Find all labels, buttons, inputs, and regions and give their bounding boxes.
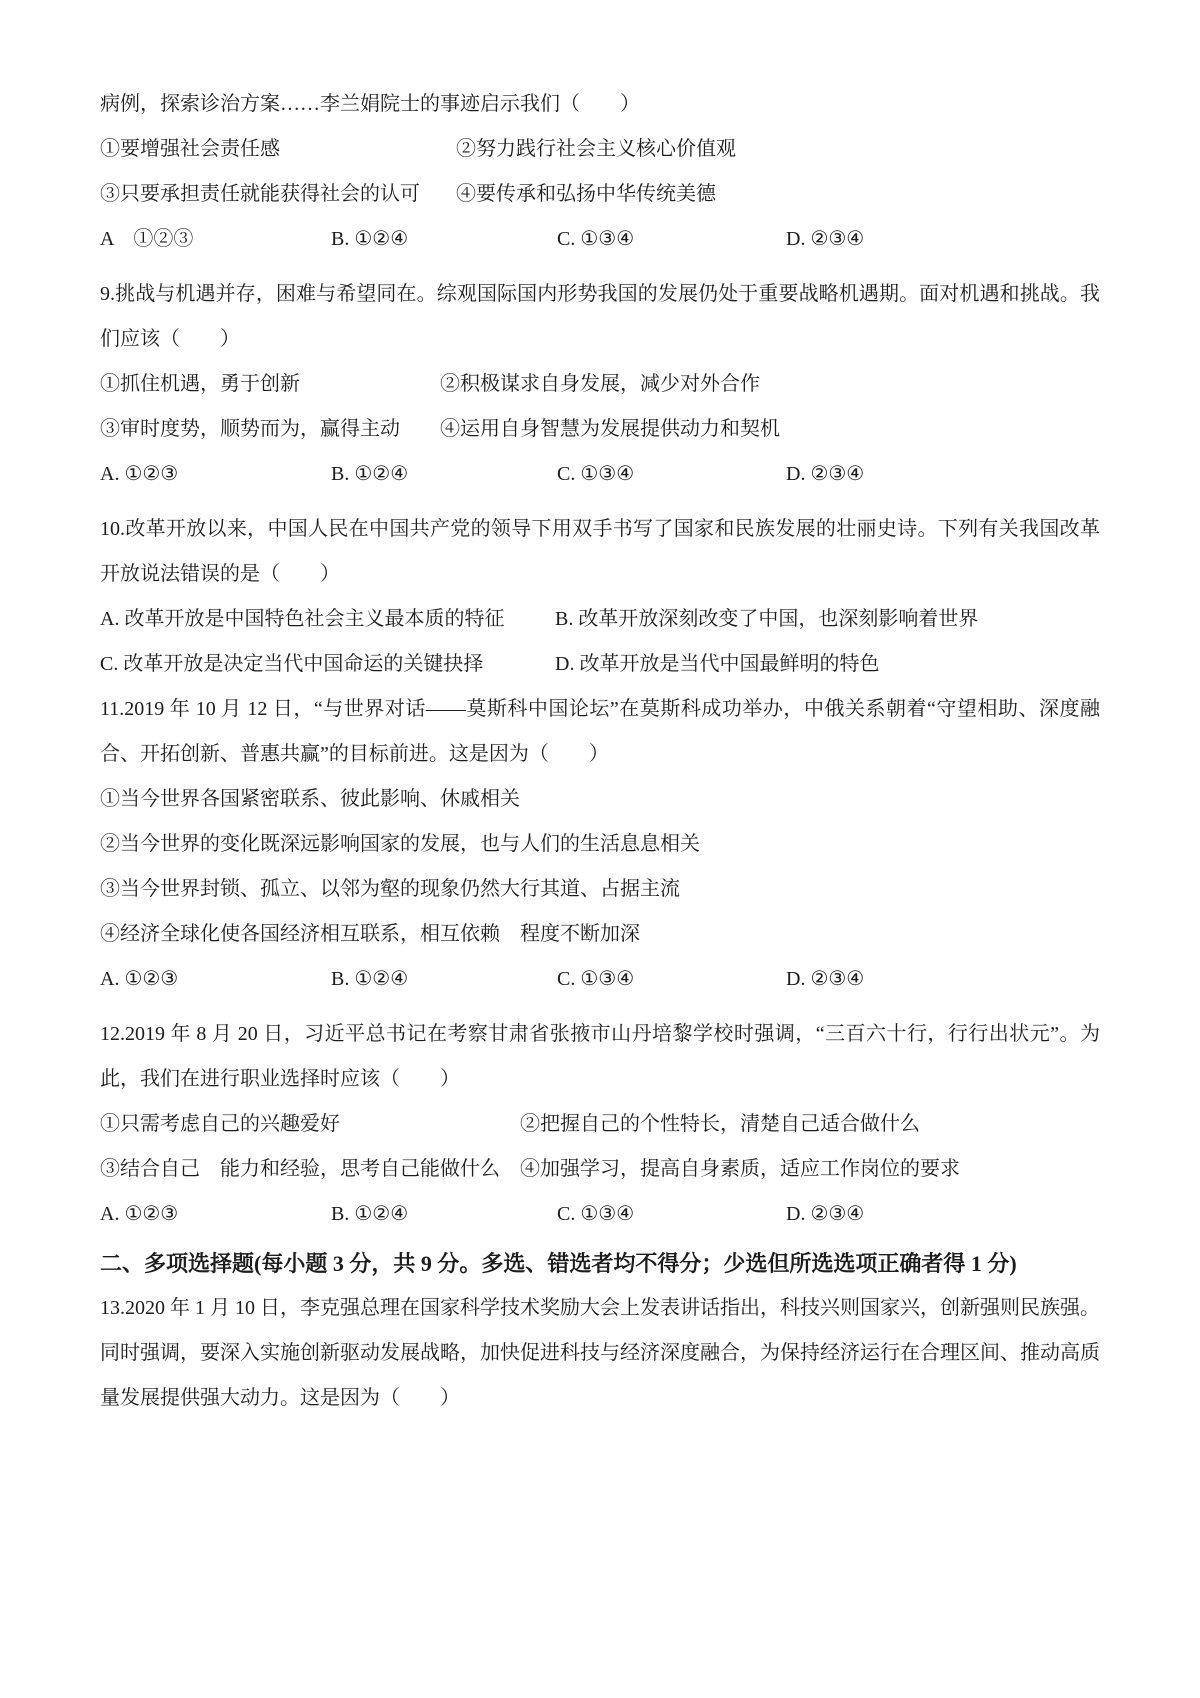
q8-stem-continuation: 病例，探索诊治方案……李兰娟院士的事迹启示我们（ ）	[100, 93, 640, 115]
q9-option-2: ②积极谋求自身发展，减少对外合作	[440, 373, 760, 395]
q12-option-4: ④加强学习，提高自身素质，适应工作岗位的要求	[520, 1158, 960, 1180]
q8-choice-b: B. ①②④	[331, 228, 409, 250]
q11-choice-c: C. ①③④	[557, 968, 635, 990]
q10-choice-d: D. 改革开放是当代中国最鲜明的特色	[555, 653, 880, 675]
q8-option-3: ③只要承担责任就能获得社会的认可	[100, 183, 420, 205]
q10-choices-row-cd	[100, 642, 1100, 687]
q10-choice-c: C. 改革开放是决定当代中国命运的关键抉择	[100, 653, 484, 675]
q10-stem: 10.改革开放以来，中国人民在中国共产党的领导下用双手书写了国家和民族发展的壮丽史诗。下列有关我国改革开放说法错误的是（ ）	[100, 518, 1100, 585]
q8-choice-a: A ①②③	[100, 228, 194, 250]
q8-choices-row	[100, 217, 1100, 262]
q13-stem: 13.2020 年 1 月 10 日，李克强总理在国家科学技术奖励大会上发表讲话指出，科技兴则国家兴，创新强则民族强。同时强调，要深入实施创新驱动发展战略，加快促进科技与经济深度融合，为保持经济运行在合理区间、推动高质量发展提供强大动力。这是因为（ ）	[100, 1297, 1100, 1409]
q8-choice-c: C. ①③④	[557, 228, 635, 250]
q9-choice-c: C. ①③④	[557, 463, 635, 485]
q9-choice-a: A. ①②③	[100, 463, 179, 485]
q11-option-3: ③当今世界封锁、孤立、以邻为壑的现象仍然大行其道、占据主流	[100, 878, 680, 900]
q12-choices-row	[100, 1192, 1100, 1237]
q8-options-row-2	[100, 172, 1100, 217]
q11-choices-row	[100, 957, 1100, 1002]
q11-choice-a: A. ①②③	[100, 968, 179, 990]
q12-option-1: ①只需考虑自己的兴趣爱好	[100, 1113, 340, 1135]
q10-choice-a: A. 改革开放是中国特色社会主义最本质的特征	[100, 608, 505, 630]
q10-choice-b: B. 改革开放深刻改变了中国，也深刻影响着世界	[555, 608, 979, 630]
q9-option-4: ④运用自身智慧为发展提供动力和契机	[440, 418, 780, 440]
q9-choice-b: B. ①②④	[331, 463, 409, 485]
q12-choice-b: B. ①②④	[331, 1203, 409, 1225]
q12-stem: 12.2019 年 8 月 20 日，习近平总书记在考察甘肃省张掖市山丹培黎学校时强调，“三百六十行，行行出状元”。为此，我们在进行职业选择时应该（ ）	[100, 1023, 1100, 1090]
q11-choice-b: B. ①②④	[331, 968, 409, 990]
q12-choice-d: D. ②③④	[786, 1203, 865, 1225]
q11-stem: 11.2019 年 10 月 12 日，“与世界对话——莫斯科中国论坛”在莫斯科成功举办，中俄关系朝着“守望相助、深度融合、开拓创新、普惠共赢”的目标前进。这是因为（ ）	[100, 698, 1100, 765]
q8-option-2: ②努力践行社会主义核心价值观	[456, 138, 736, 160]
q12-option-2: ②把握自己的个性特长，清楚自己适合做什么	[520, 1113, 920, 1135]
q11-option-4: ④经济全球化使各国经济相互联系，相互依赖 程度不断加深	[100, 923, 640, 945]
q10-choices-row-ab	[100, 597, 1100, 642]
q9-options-row-1	[100, 362, 1100, 407]
q11-choice-d: D. ②③④	[786, 968, 865, 990]
q11-option-1: ①当今世界各国紧密联系、彼此影响、休戚相关	[100, 788, 520, 810]
q8-choice-d: D. ②③④	[786, 228, 865, 250]
q12-options-row-2	[100, 1147, 1100, 1192]
q9-options-row-2	[100, 407, 1100, 452]
q9-option-1: ①抓住机遇，勇于创新	[100, 373, 300, 395]
q8-option-1: ①要增强社会责任感	[100, 138, 280, 160]
q9-choices-row	[100, 452, 1100, 497]
q8-option-4: ④要传承和弘扬中华传统美德	[456, 183, 716, 205]
q12-options-row-1	[100, 1102, 1100, 1147]
q11-option-2: ②当今世界的变化既深远影响国家的发展，也与人们的生活息息相关	[100, 833, 700, 855]
q8-options-row-1	[100, 127, 1100, 172]
section-2-heading: 二、多项选择题(每小题 3 分，共 9 分。多选、错选者均不得分；少选但所选选项正确者得 1 分)	[100, 1251, 1017, 1276]
q12-choice-a: A. ①②③	[100, 1203, 179, 1225]
q9-stem: 9.挑战与机遇并存，困难与希望同在。综观国际国内形势我国的发展仍处于重要战略机遇期。面对机遇和挑战。我们应该（ ）	[100, 283, 1100, 350]
q9-choice-d: D. ②③④	[786, 463, 865, 485]
q9-option-3: ③审时度势，顺势而为，赢得主动	[100, 418, 400, 440]
q12-choice-c: C. ①③④	[557, 1203, 635, 1225]
q12-option-3: ③结合自己 能力和经验，思考自己能做什么	[100, 1158, 500, 1180]
